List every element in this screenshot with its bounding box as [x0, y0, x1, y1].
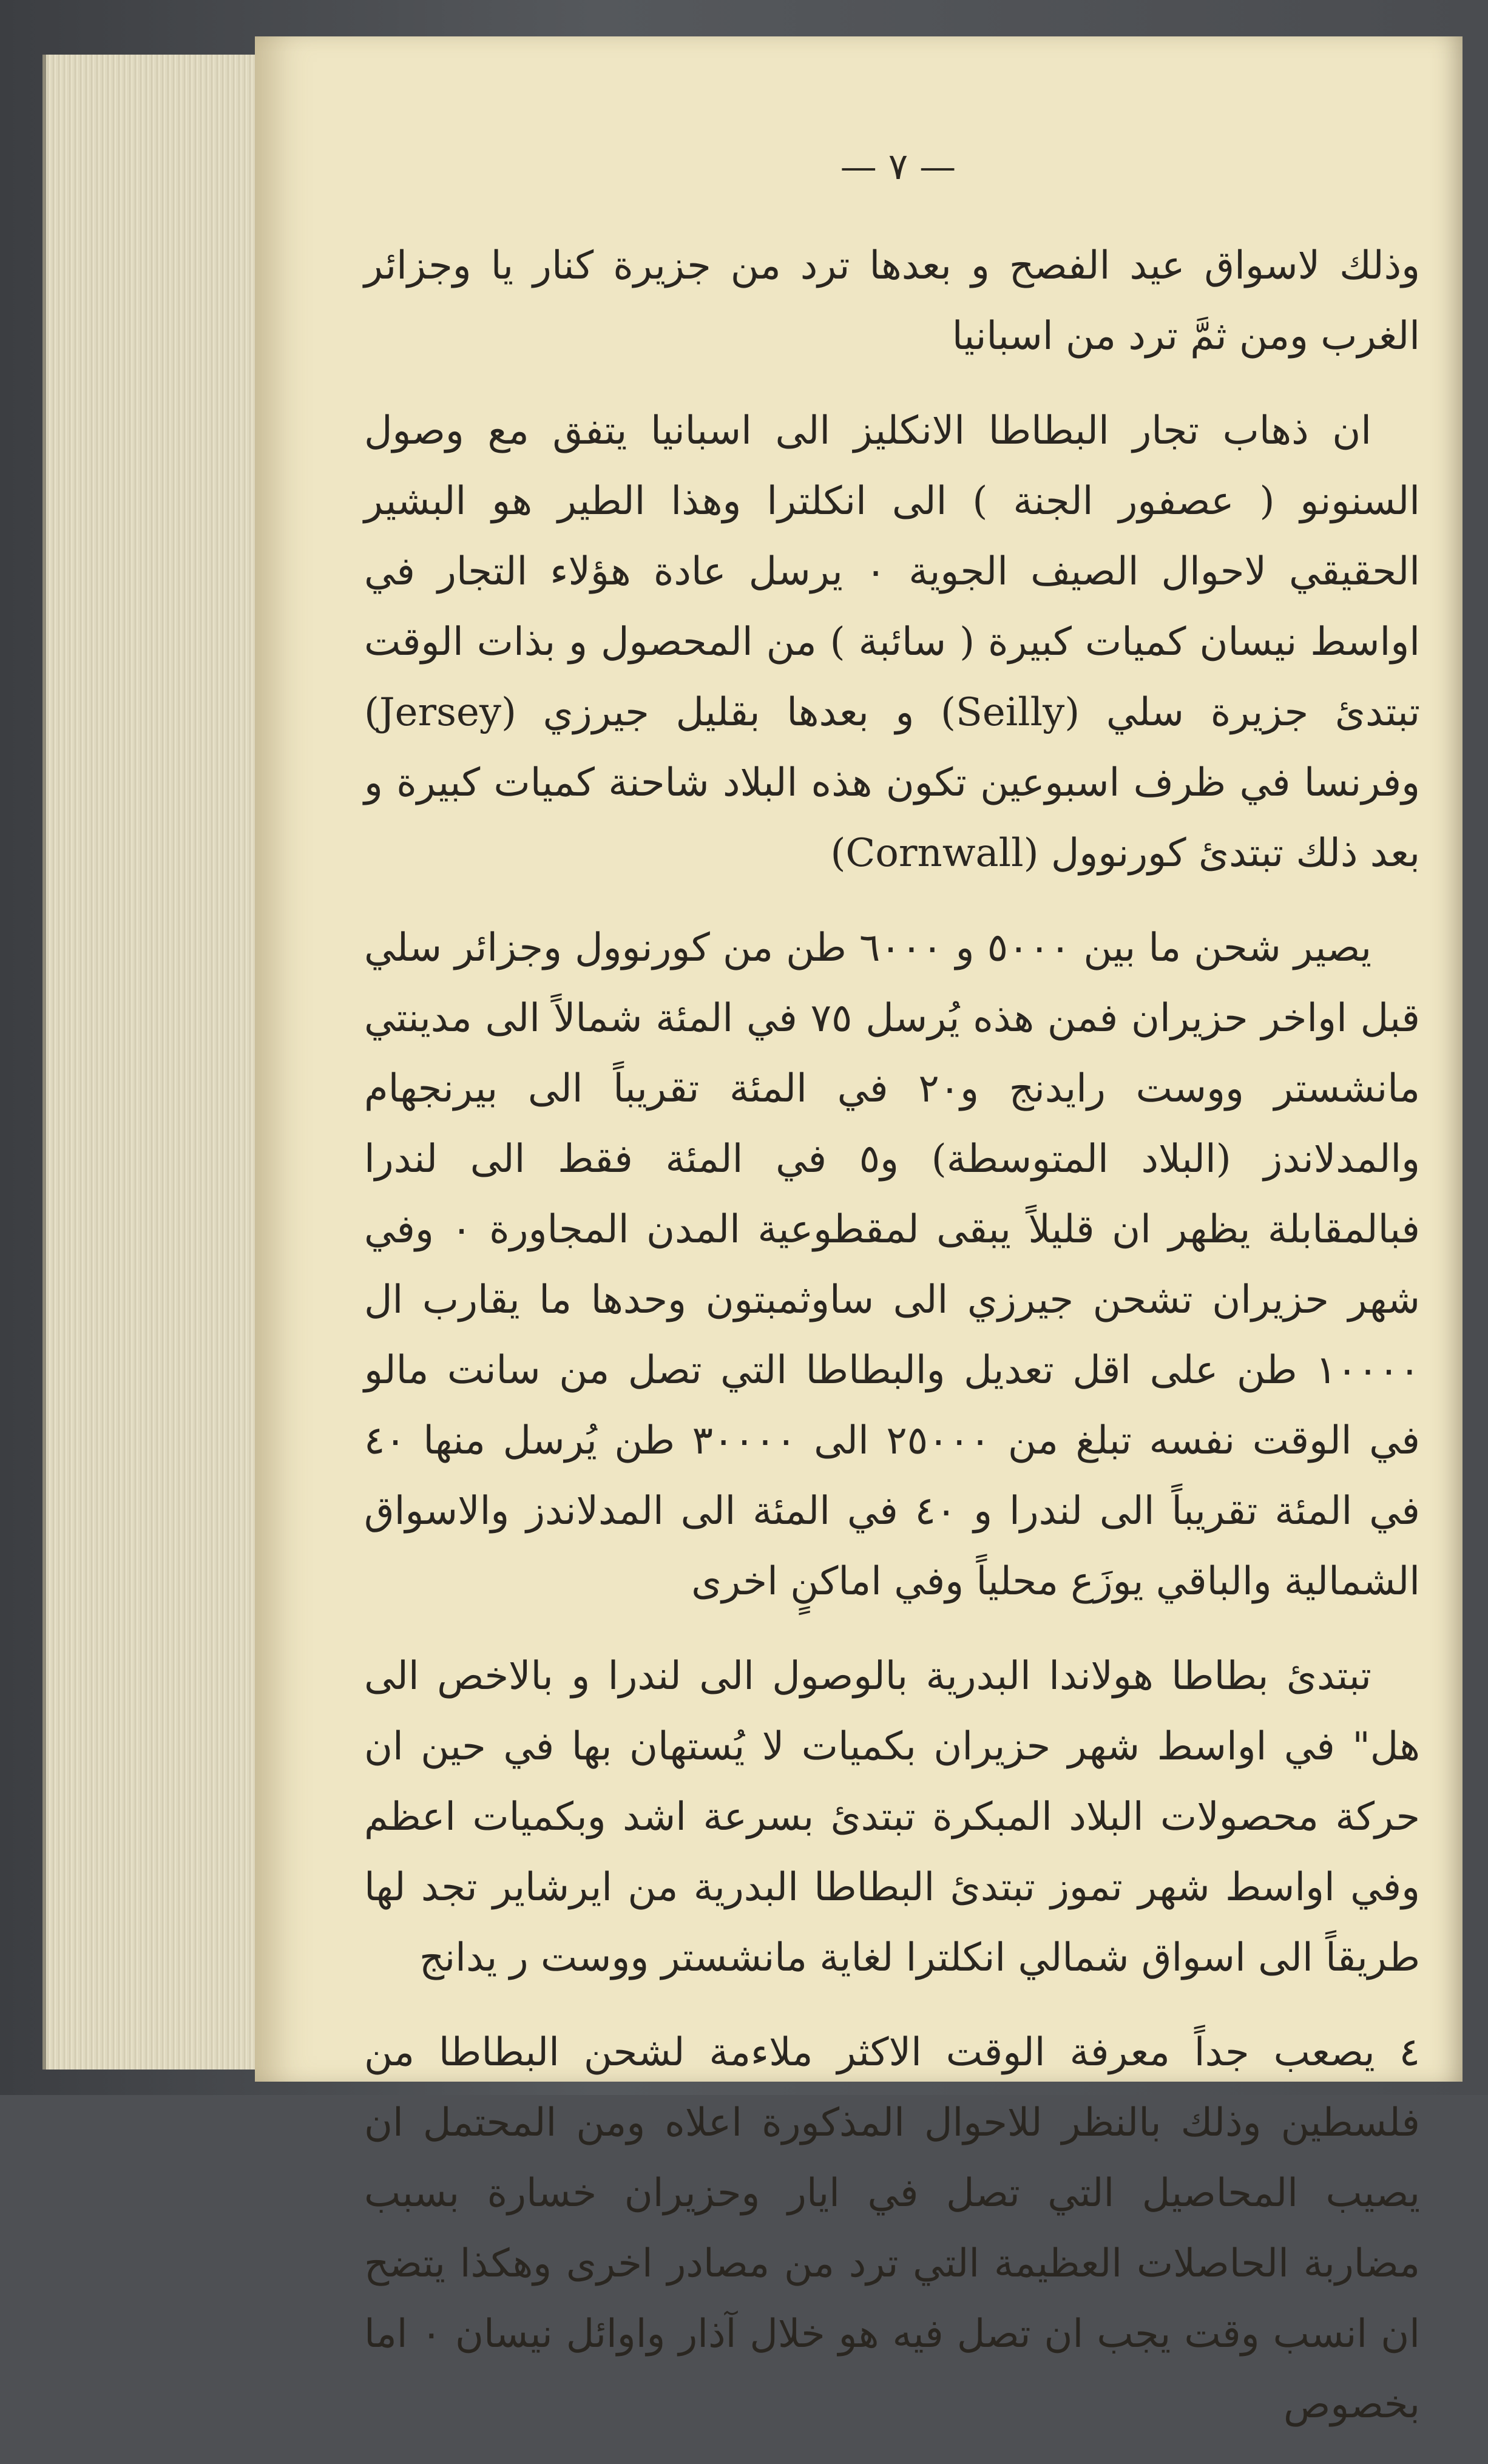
paragraph-5: ٤ يصعب جداً معرفة الوقت الاكثر ملاءمة لشحن البطاطا من فلسطين وذلك بالنظر للاحوال المذكورة اعلاه ومن المحتمل ان يصيب المحاصيل التي تصل في ايار وحزيران خسارة بسبب مضاربة الحاصلات العظيمة التي ترد من مصادر اخرى وهكذا يتضح ان انسب وقت يجب ان تصل فيه هو خلال آذار واوائل نيسان ٠ اما بخصوص [364, 2030, 1421, 2427]
page-edges [42, 55, 265, 2070]
paragraph-2: ان ذهاب تجار البطاطا الانكليز الى اسبانيا يتفق مع وصول السنونو ( عصفور الجنة ) الى انكلترا وهذا الطير هو البشير الحقيقي لاحوال الصيف الجوية ٠ يرسل عادة هؤلاء التجار في اواسط نيسان كميات كبيرة ( سائبة ) من المحصول و بذات الوقت تبتدئ جزيرة سلي (Seilly) و بعدها بقليل جيرزي (Jersey) وفرنسا في ظرف اسبوعين تكون هذه البلاد شاحنة كميات كبيرة و بعد ذلك تبتدئ كورنوول (Cornwall) [364, 408, 1421, 876]
paragraph-3: يصير شحن ما بين ٥٠٠٠ و ٦٠٠٠ طن من كورنوول وجزائر سلي قبل اواخر حزيران فمن هذه يُرسل ٧٥ في المئة شمالاً الى مدينتي مانشستر ووست رايدنج و٢٠ في المئة تقريباً الى بيرنجهام والمدلاندز (البلاد المتوسطة) و٥ في المئة فقط الى لندرا فبالمقابلة يظهر ان قليلاً يبقى لمقطوعية المدن المجاورة ٠ وفي شهر حزيران تشحن جيرزي الى ساوثمبتون وحدها ما يقارب ال ١٠٠٠٠ طن على اقل تعديل والبطاطا التي تصل من سانت مالو في الوقت نفسه تبلغ من ٢٥٠٠٠ الى ٣٠٠٠٠ طن يُرسل منها ٤٠ في المئة تقريباً الى لندرا و ٤٠ في المئة الى المدلاندز والاسواق الشمالية والباقي يوزَع محلياً وفي اماكنٍ اخرى [364, 926, 1421, 1604]
body-text [364, 231, 1420, 2464]
page-number: — ٧ — [840, 146, 956, 188]
paragraph-4: تبتدئ بطاطا هولاندا البدرية بالوصول الى لندرا و بالاخص الى هل" في اواسط شهر حزيران بكميات لا يُستهان بها في حين ان حركة محصولات البلاد المبكرة تبتدئ بسرعة اشد وبكميات اعظم وفي اواسط شهر تموز تبتدئ البطاطا البدرية من ايرشاير تجد لها طريقاً الى اسواق شمالي انكلترا لغاية مانشستر ووست ر يدانج [364, 1654, 1420, 1980]
paragraph-1: وذلك لاسواق عيد الفصح و بعدها ترد من جزيرة كنار يا وجزائر الغرب ومن ثمَّ ترد من اسبانيا [364, 243, 1421, 359]
